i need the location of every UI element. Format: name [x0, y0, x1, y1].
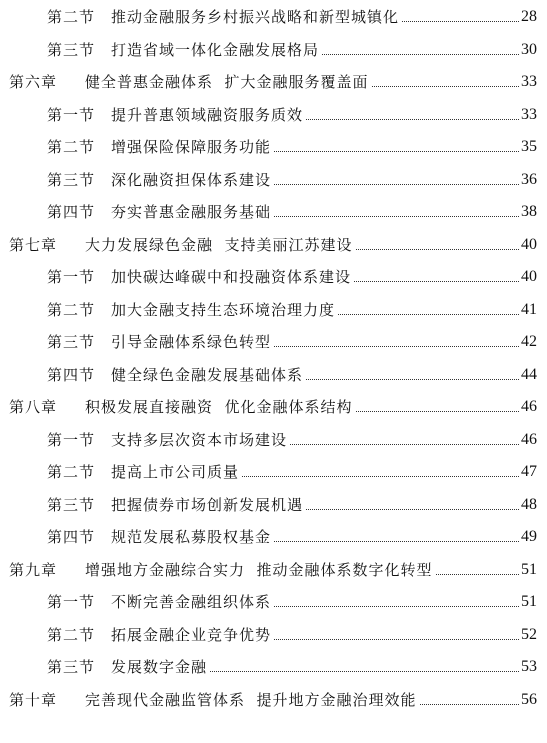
toc-section-entry[interactable] [47, 168, 537, 192]
section-number: 第四节 [47, 203, 96, 221]
toc-chapter-entry[interactable] [9, 558, 537, 582]
toc-section-entry[interactable] [47, 38, 537, 62]
dot-leader [274, 151, 519, 152]
toc-section-entry[interactable] [47, 103, 537, 127]
chapter-number: 第八章 [9, 398, 58, 416]
chapter-title: 完善现代金融监管体系 提升地方金融治理效能 [85, 690, 417, 709]
section-number: 第二节 [47, 463, 96, 481]
section-number: 第四节 [47, 528, 96, 546]
toc-section-entry[interactable] [47, 298, 537, 322]
section-title: 规范发展私募股权基金 [111, 528, 272, 546]
page-number: 51 [521, 593, 537, 610]
page-number: 46 [521, 398, 537, 415]
dot-leader [306, 119, 519, 120]
dot-leader [274, 541, 519, 542]
section-number: 第二节 [47, 138, 96, 156]
dot-leader [436, 574, 519, 575]
chapter-number: 第十章 [9, 690, 58, 709]
section-title: 拓展金融企业竞争优势 [111, 625, 272, 644]
dot-leader [356, 411, 519, 412]
dot-leader [306, 379, 519, 380]
toc-section-entry[interactable] [47, 265, 537, 289]
dot-leader [338, 314, 519, 315]
toc-chapter-entry[interactable] [9, 70, 537, 94]
section-number: 第三节 [47, 495, 96, 514]
section-title: 发展数字金融 [111, 658, 208, 676]
page-number: 44 [521, 365, 537, 383]
section-number: 第四节 [47, 365, 96, 384]
dot-leader [274, 346, 519, 347]
section-title: 提高上市公司质量 [111, 463, 240, 481]
dot-leader [290, 444, 519, 445]
section-number: 第一节 [47, 593, 96, 611]
dot-leader [306, 509, 519, 510]
section-title: 推动金融服务乡村振兴战略和新型城镇化 [111, 8, 400, 26]
section-number: 第二节 [47, 625, 96, 644]
page-number: 41 [521, 300, 537, 318]
dot-leader [402, 21, 519, 22]
page-number: 40 [521, 268, 537, 285]
toc-section-entry[interactable] [47, 5, 537, 29]
section-title: 提升普惠领域融资服务质效 [111, 105, 304, 124]
page-number: 49 [521, 528, 537, 545]
dot-leader [354, 281, 519, 282]
chapter-number: 第六章 [9, 73, 58, 91]
toc-section-entry[interactable] [47, 428, 537, 452]
chapter-title: 大力发展绿色金融 支持美丽江苏建设 [85, 235, 353, 254]
dot-leader [274, 184, 519, 185]
dot-leader [372, 86, 519, 87]
page-number: 56 [521, 690, 537, 708]
page-number: 33 [521, 105, 537, 123]
section-title: 支持多层次资本市场建设 [111, 430, 288, 449]
chapter-title: 健全普惠金融体系 扩大金融服务覆盖面 [85, 73, 369, 91]
section-number: 第一节 [47, 268, 96, 286]
toc-section-entry[interactable] [47, 135, 537, 159]
page-number: 52 [521, 625, 537, 643]
page-number: 48 [521, 495, 537, 513]
page-number: 51 [521, 560, 537, 578]
chapter-title: 积极发展直接融资 优化金融体系结构 [85, 398, 353, 416]
toc-chapter-entry[interactable] [9, 395, 537, 419]
section-number: 第三节 [47, 40, 96, 59]
toc-section-entry[interactable] [47, 655, 537, 679]
toc-section-entry[interactable] [47, 493, 537, 517]
chapter-number: 第七章 [9, 235, 58, 254]
section-title: 把握债券市场创新发展机遇 [111, 495, 304, 514]
page-number: 38 [521, 203, 537, 220]
toc-section-entry[interactable] [47, 330, 537, 354]
toc-section-entry[interactable] [47, 363, 537, 387]
page-number: 36 [521, 170, 537, 188]
dot-leader [356, 249, 519, 250]
section-title: 夯实普惠金融服务基础 [111, 203, 272, 221]
toc-section-entry[interactable] [47, 525, 537, 549]
dot-leader [242, 476, 519, 477]
toc-chapter-entry[interactable] [9, 233, 537, 257]
page-number: 40 [521, 235, 537, 253]
page-number: 33 [521, 73, 537, 90]
section-title: 打造省域一体化金融发展格局 [111, 40, 320, 59]
section-number: 第二节 [47, 8, 96, 26]
section-number: 第三节 [47, 333, 96, 351]
page-number: 46 [521, 430, 537, 448]
toc-section-entry[interactable] [47, 460, 537, 484]
section-title: 引导金融体系绿色转型 [111, 333, 272, 351]
page-number: 42 [521, 333, 537, 350]
dot-leader [420, 704, 519, 705]
dot-leader [322, 54, 519, 55]
section-title: 增强保险保障服务功能 [111, 138, 272, 156]
section-number: 第一节 [47, 430, 96, 449]
section-title: 加大金融支持生态环境治理力度 [111, 300, 336, 319]
chapter-title: 增强地方金融综合实力 推动金融体系数字化转型 [85, 560, 433, 579]
toc-section-entry[interactable] [47, 590, 537, 614]
section-number: 第一节 [47, 105, 96, 124]
toc-section-entry[interactable] [47, 623, 537, 647]
toc-chapter-entry[interactable] [9, 688, 537, 712]
section-number: 第三节 [47, 658, 96, 676]
section-title: 深化融资担保体系建设 [111, 170, 272, 189]
toc-section-entry[interactable] [47, 200, 537, 224]
page-number: 53 [521, 658, 537, 675]
dot-leader [210, 671, 519, 672]
dot-leader [274, 216, 519, 217]
page-number: 30 [521, 40, 537, 58]
chapter-number: 第九章 [9, 560, 58, 579]
page-number: 47 [521, 463, 537, 480]
section-number: 第三节 [47, 170, 96, 189]
section-title: 加快碳达峰碳中和投融资体系建设 [111, 268, 352, 286]
page-number: 28 [521, 8, 537, 25]
dot-leader [274, 606, 519, 607]
dot-leader [274, 639, 519, 640]
section-number: 第二节 [47, 300, 96, 319]
page-number: 35 [521, 138, 537, 155]
section-title: 健全绿色金融发展基础体系 [111, 365, 304, 384]
section-title: 不断完善金融组织体系 [111, 593, 272, 611]
